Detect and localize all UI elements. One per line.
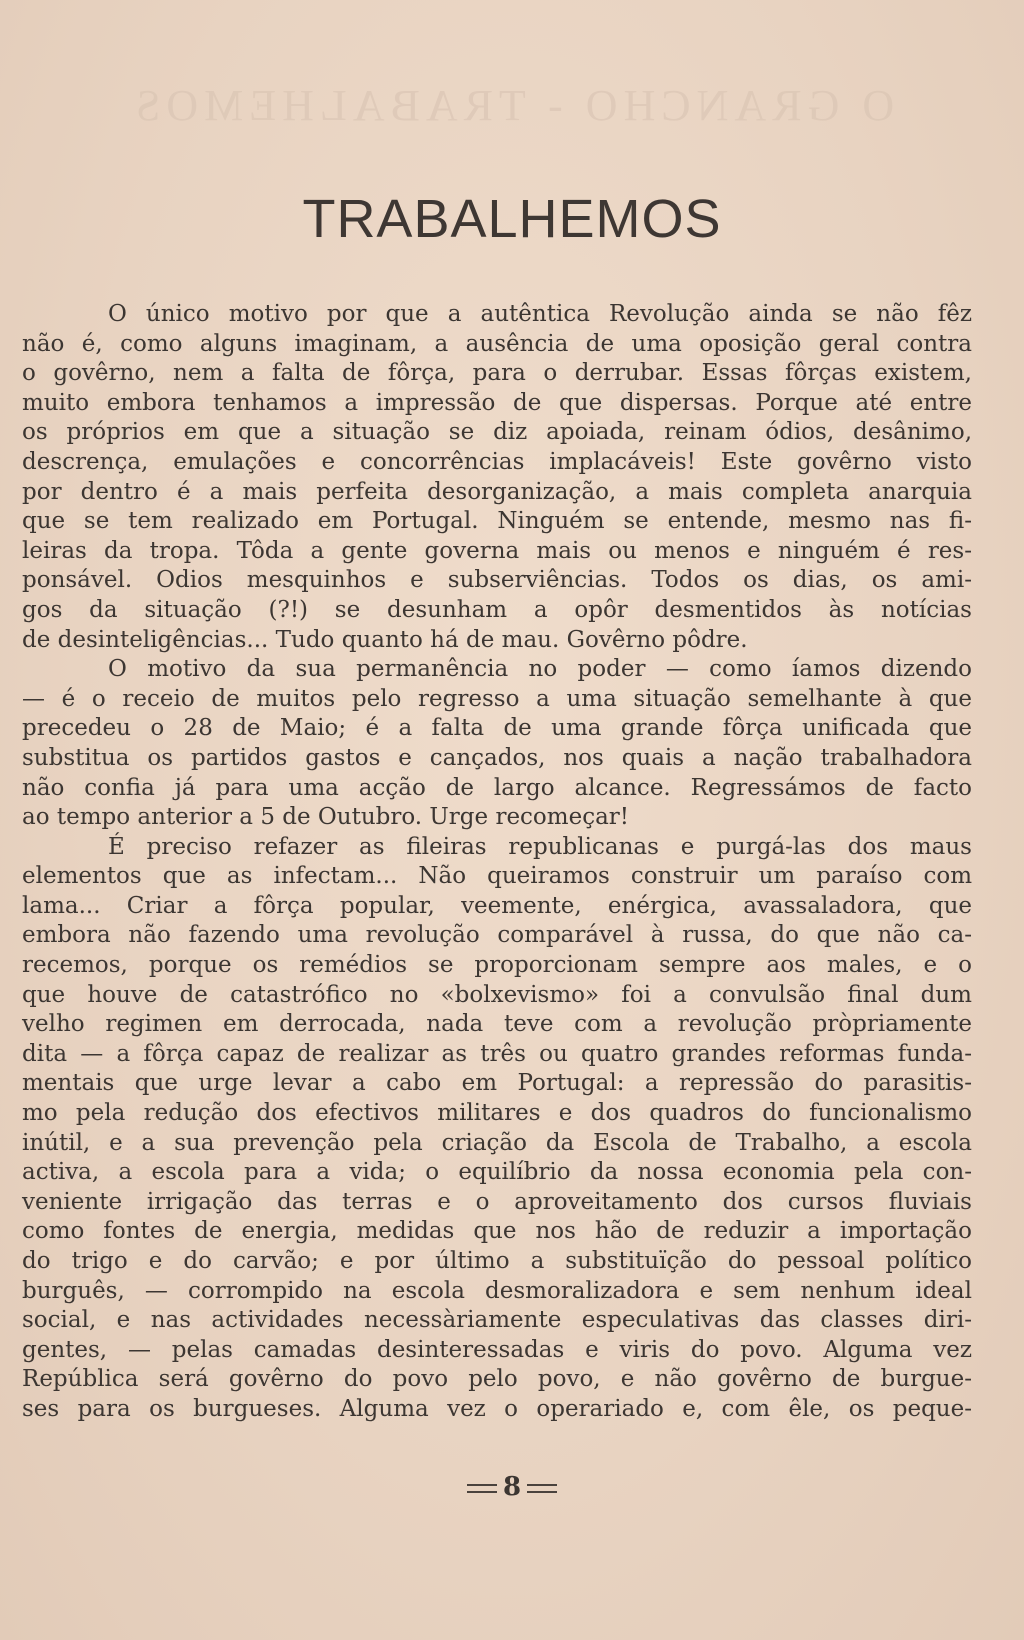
text-line: velho regimen em derrocada, nada teve com a revolução pròpriamente [22,1011,972,1038]
text-line: do trigo e do carvão; e por último a substituïção do pessoal político [22,1248,972,1274]
text-line: recemos, porque os remédios se proporcionam sempre aos males, e o [22,952,972,979]
text-line: República será govêrno do povo pelo povo, e não govêrno de burgue- [22,1366,972,1393]
ornament-dash-left [467,1484,497,1493]
text-line: muito embora tenhamos a impressão de que dispersas. Porque até entre [22,389,972,416]
text-line: embora não fazendo uma revolução comparável à russa, do que não ca- [22,922,972,949]
text-line: descrença, emulações e concorrências implacáveis! Este govêrno visto [22,448,972,475]
text-line: veniente irrigação das terras e o aproveitamento dos cursos fluviais [22,1188,972,1215]
text-line: O único motivo por que a autêntica Revolução ainda se não fêz [108,301,972,327]
text-line: — é o receio de muitos pelo regresso a uma situação semelhante à que [22,685,972,712]
text-line: dita — a fôrça capaz de realizar as três ou quatro grandes reformas funda- [22,1040,972,1067]
text-line: precedeu o 28 de Maio; é a falta de uma grande fôrça unificada que [22,715,972,742]
text-line: como fontes de energia, medidas que nos hão de reduzir a importação [22,1218,972,1245]
text-line: que se tem realizado em Portugal. Ninguém se entende, mesmo nas fi- [22,508,972,535]
text-line: mo pela redução dos efectivos militares e dos quadros do funcionalismo [22,1100,972,1127]
text-line: que houve de catastrófico no «bolxevismo» foi a convulsão final dum [22,981,972,1008]
text-line: O motivo da sua permanência no poder — como íamos dizendo [108,656,972,683]
text-line: não confia já para uma acção de largo alcance. Regressámos de facto [22,774,972,801]
text-line: o govêrno, nem a falta de fôrça, para o derrubar. Essas fôrças existem, [22,360,972,387]
ornament-dash-right [527,1484,557,1493]
text-line: social, e nas actividades necessàriamente especulativas das classes diri- [22,1307,972,1334]
text-line: inútil, e a sua prevenção pela criação da Escola de Trabalho, a escola [22,1129,972,1156]
text-line: os próprios em que a situação se diz apoiada, reinam ódios, desânimo, [22,419,972,446]
text-line: mentais que urge levar a cabo em Portugal: a repressão do parasitis- [22,1070,972,1097]
text-line: activa, a escola para a vida; o equilíbrio da nossa economia pela con- [22,1159,972,1186]
text-line: gos da situação (?!) se desunham a opôr desmentidos às notícias [22,596,972,623]
text-line: ses para os burgueses. Alguma vez o operariado e, com êle, os peque- [22,1395,972,1422]
text-line: leiras da tropa. Tôda a gente governa mais ou menos e ninguém é res- [22,537,972,564]
article-body [22,300,972,1425]
text-line: lama... Criar a fôrça popular, veemente, enérgica, avassaladora, que [22,892,972,919]
bleed-through-text: O GRANCHO - TRABALHEMOS [129,81,895,130]
text-line: gentes, — pelas camadas desinteressadas e viris do povo. Alguma vez [22,1336,972,1363]
text-line: de desinteligências... Tudo quanto há de mau. Govêrno pôdre. [22,626,748,653]
page-number [0,1472,1024,1502]
text-line: elementos que as infectam... Não queiramos construir um paraíso com [22,863,972,890]
text-line: É preciso refazer as fileiras republicanas e purgá-las dos maus [108,833,972,860]
page-number-value: 8 [502,1472,522,1502]
article-title: TRABALHEMOS [302,189,722,249]
text-line: não é, como alguns imaginam, a ausência de uma oposição geral contra [22,330,972,357]
text-line: substitua os partidos gastos e cançados, nos quais a nação trabalhadora [22,744,972,771]
text-line: ponsável. Odios mesquinhos e subserviências. Todos os dias, os ami- [22,567,972,594]
text-line: burguês, — corrompido na escola desmoralizadora e sem nenhum ideal [22,1277,972,1304]
text-line: por dentro é a mais perfeita desorganização, a mais completa anarquia [22,478,972,505]
text-line: ao tempo anterior a 5 de Outubro. Urge recomeçar! [22,804,630,831]
